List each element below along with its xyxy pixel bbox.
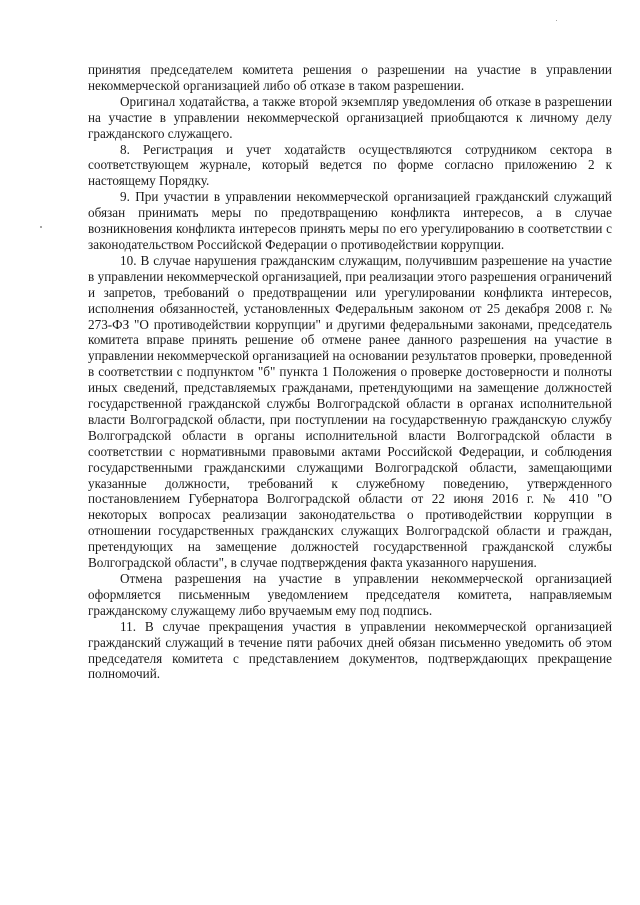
- paragraph-item-11: 11. В случае прекращения участия в управлении некоммерческой организацией гражданский служащий в течение пяти рабочих дней обязан письменно уведомить об этом председателя комитета с представлением документов, подтверждающих прекращение полномочий.: [88, 618, 612, 682]
- paragraph-permission-cancellation: Отмена разрешения на участие в управлении некоммерческой организацией оформляется письменным уведомлением председателя комитета, направляемым гражданскому служащему либо вручаемым ему под подпись.: [88, 571, 612, 618]
- paragraph-item-8: 8. Регистрация и учет ходатайств осуществляются сотрудником сектора в соответствующем журнале, который ведется по форме согласно приложению 2 к настоящему Порядку.: [88, 141, 612, 189]
- scan-speck: [40, 226, 42, 228]
- paragraph-continuation: принятия председателем комитета решения о разрешении на участие в управлении некоммерческой организацией либо об отказе в таком разрешении.: [88, 62, 612, 93]
- paragraph-item-10: 10. В случае нарушения гражданским служащим, получившим разрешение на участие в управлении некоммерческой организацией, при реализации этого разрешения ограничений и запретов, требований о предотвращении или урегулировании конфликта интересов, исполнения обязанностей, установленных Федеральным законом от 25 декабря 2008 г. № 273-ФЗ "О противодействии коррупции" и другими федеральными законами, председатель комитета вправе принять решение об отмене ранее данного разрешения на участие в управлении некоммерческой организацией на основании результатов проверки, проведенной в соответствии с подпунктом "б" пункта 1 Положения о проверке достоверности и полноты иных сведений, представляемых гражданами, претендующими на замещение должностей государственной гражданской службы Волгоградской области в органах исполнительной власти Волгоградской области, при поступлении на государственную гражданскую службу Волгоградской области в органы исполнительной власти Волгоградской области в соответствии с нормативными правовыми актами Российской Федерации, и соблюдения государственными гражданскими служащими Волгоградской области, замещающими указанные должности, требований к служебному поведению, утвержденного постановлением Губернатора Волгоградской области от 22 июня 2016 г. № 410 "О некоторых вопросах реализации законодательства о противодействии коррупции в отношении государственных гражданских служащих Волгоградской области и граждан, претендующих на замещение должностей государственной гражданской службы Волгоградской области", в случае подтверждения факта указанного нарушения.: [88, 252, 612, 571]
- document-body: [88, 62, 612, 682]
- paragraph-original-petition: Оригинал ходатайства, а также второй экземпляр уведомления об отказе в разрешении на участие в управлении некоммерческой организацией приобщаются к личному делу гражданского служащего.: [88, 93, 612, 141]
- scan-speck: [556, 20, 557, 21]
- paragraph-item-9: 9. При участии в управлении некоммерческой организацией гражданский служащий обязан принимать меры по предотвращению конфликта интересов, а в случае возникновения конфликта интересов принять меры по его урегулированию в соответствии с законодательством Российской Федерации о противодействии коррупции.: [88, 189, 612, 252]
